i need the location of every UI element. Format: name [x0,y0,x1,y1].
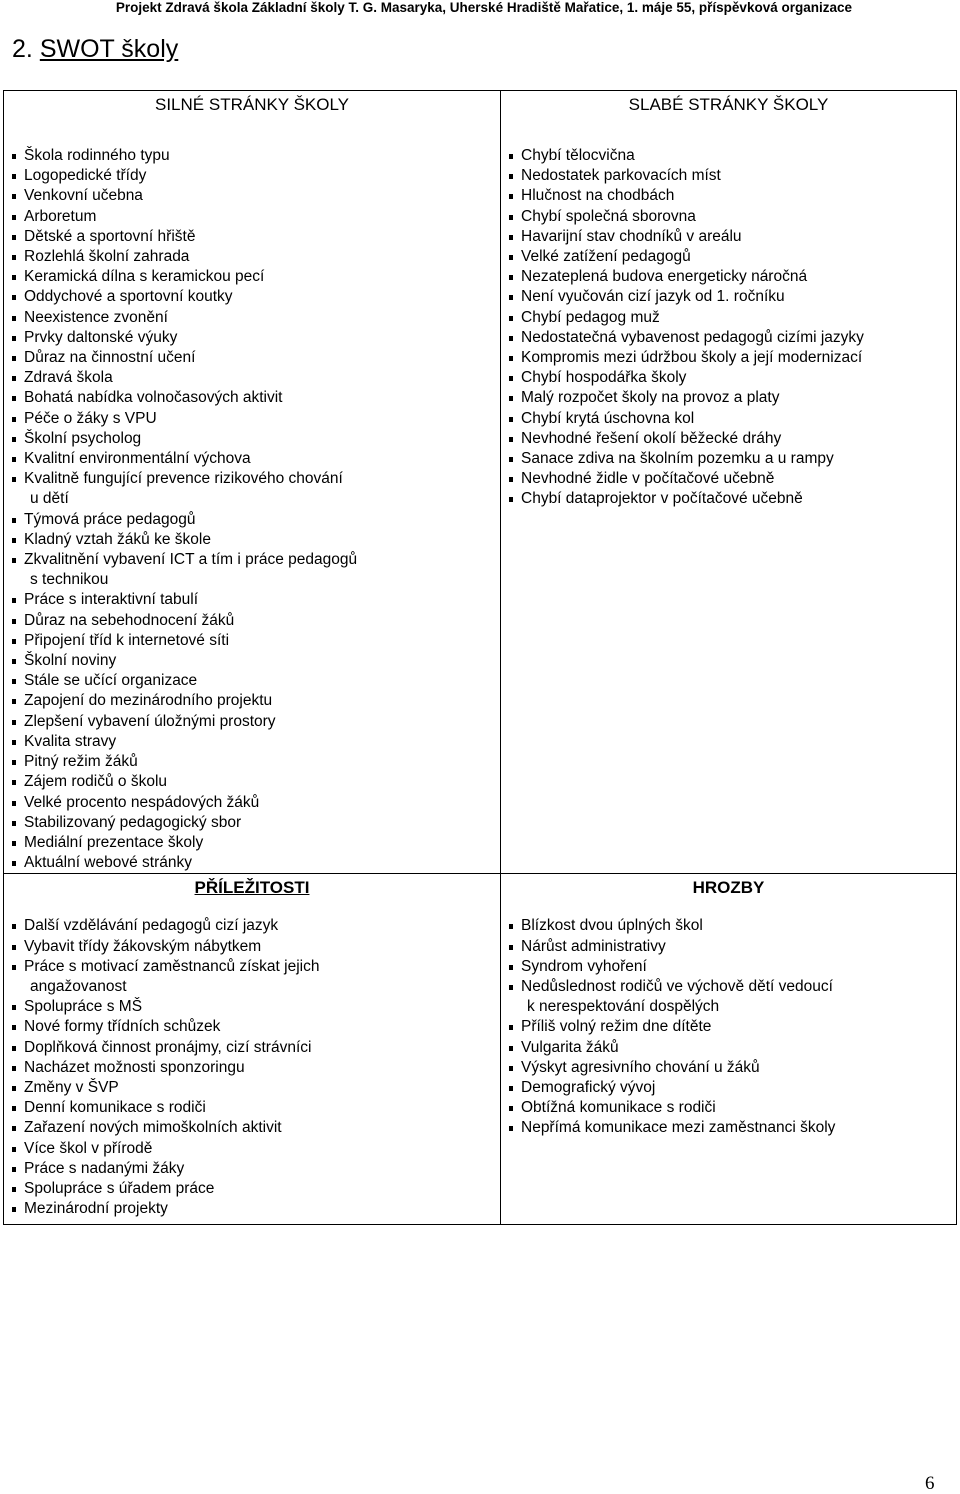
list-item: Prvky daltonské výuky [4,328,500,348]
list-item: Nevhodné židle v počítačové učebně [501,469,956,489]
list-item: Neexistence zvonění [4,308,500,328]
weaknesses-title: SLABÉ STRÁNKY ŠKOLY [628,95,829,114]
list-item: Rozlehlá školní zahrada [4,247,500,267]
list-item: Zkvalitnění vybavení ICT a tím i práce pedagogů [4,550,500,570]
list-item: Nárůst administrativy [501,937,956,957]
list-item-continuation: u dětí [30,490,69,508]
section-title [12,34,178,64]
list-item: Práce s interaktivní tabulí [4,590,500,610]
list-item-continuation: k nerespektování dospělých [527,998,720,1016]
list-item: Arboretum [4,207,500,227]
list-item: Venkovní učebna [4,186,500,206]
list-item-continuation: angažovanost [30,977,127,995]
list-item: Malý rozpočet školy na provoz a platy [501,388,956,408]
list-item-continuation: s technikou [30,571,109,589]
list-item: Chybí společná sborovna [501,207,956,227]
threats-title: HROZBY [692,878,765,898]
section-title-text: SWOT školy [39,35,179,63]
list-item: Nové formy třídních schůzek [4,1017,500,1037]
list-item: Sanace zdiva na školním pozemku a u rampy [501,449,956,469]
list-item: Chybí tělocvična [501,146,956,166]
list-item: Péče o žáky s VPU [4,409,500,429]
list-item: Hlučnost na chodbách [501,186,956,206]
list-item: Mezinárodní projekty [4,1199,500,1219]
list-item: Nezateplená budova energeticky náročná [501,267,956,287]
weaknesses-cell [501,91,957,874]
list-item: Vulgarita žáků [501,1038,956,1058]
list-item: Kompromis mezi údržbou školy a její modernizací [501,348,956,368]
strengths-cell [4,91,501,874]
strengths-title: SILNÉ STRÁNKY ŠKOLY [155,95,349,114]
list-item: Připojení tříd k internetové síti [4,631,500,651]
list-item: Nedostatek parkovacích míst [501,166,956,186]
list-item: Nacházet možnosti sponzoringu [4,1058,500,1078]
list-item: Výskyt agresivního chování u žáků [501,1058,956,1078]
list-item: Chybí pedagog muž [501,308,956,328]
page-number: 6 [925,1473,935,1494]
list-item: Týmová práce pedagogů [4,510,500,530]
list-item: Kvalita stravy [4,732,500,752]
list-item: Práce s motivací zaměstnanců získat jejich [4,957,500,977]
list-item: Příliš volný režim dne dítěte [501,1017,956,1037]
list-item: Nevhodné řešení okolí běžecké dráhy [501,429,956,449]
list-item: Dětské a sportovní hřiště [4,227,500,247]
list-item: Blízkost dvou úplných škol [501,916,956,936]
opportunities-list [4,916,500,1219]
list-item: Vybavit třídy žákovským nábytkem [4,937,500,957]
list-item: Zapojení do mezinárodního projektu [4,691,500,711]
list-item: Škola rodinného typu [4,146,500,166]
list-item: Kvalitně fungující prevence rizikového chování [4,469,500,489]
list-item: Velké procento nespádových žáků [4,793,500,813]
list-item: Stále se učící organizace [4,671,500,691]
list-item: Havarijní stav chodníků v areálu [501,227,956,247]
list-item: Zařazení nových mimoškolních aktivit [4,1118,500,1138]
list-item: Kladný vztah žáků ke škole [4,530,500,550]
list-item: Logopedické třídy [4,166,500,186]
list-item: Zlepšení vybavení úložnými prostory [4,712,500,732]
swot-table [3,90,957,1225]
list-item: Spolupráce s MŠ [4,997,500,1017]
weaknesses-list [501,146,956,510]
list-item: Zájem rodičů o školu [4,772,500,792]
list-item: Školní psycholog [4,429,500,449]
list-item: Pitný režim žáků [4,752,500,772]
list-item: Demografický vývoj [501,1078,956,1098]
list-item: Stabilizovaný pedagogický sbor [4,813,500,833]
list-item: Oddychové a sportovní koutky [4,287,500,307]
list-item: Aktuální webové stránky [4,853,500,873]
list-item: Obtížná komunikace s rodiči [501,1098,956,1118]
page-header: Projekt Zdravá škola Základní školy T. G. Masaryka, Uherské Hradiště Mařatice, 1. máje 55, příspěvková organizace [115,0,852,15]
opportunities-cell [4,874,501,1225]
list-item: Bohatá nabídka volnočasových aktivit [4,388,500,408]
strengths-list [4,146,500,873]
list-item: Nepřímá komunikace mezi zaměstnanci školy [501,1118,956,1138]
list-item: Mediální prezentace školy [4,833,500,853]
list-item: Spolupráce s úřadem práce [4,1179,500,1199]
list-item: Kvalitní environmentální výchova [4,449,500,469]
list-item: Zdravá škola [4,368,500,388]
list-item: Nedostatečná vybavenost pedagogů cizími jazyky [501,328,956,348]
list-item: Nedůslednost rodičů ve výchově dětí vedoucí [501,977,956,997]
section-number: 2. [12,35,33,63]
list-item: Chybí hospodářka školy [501,368,956,388]
list-item: Denní komunikace s rodiči [4,1098,500,1118]
list-item: Chybí krytá úschovna kol [501,409,956,429]
opportunities-title: PŘÍLEŽITOSTI [194,878,310,898]
list-item: Práce s nadanými žáky [4,1159,500,1179]
threats-cell [501,874,957,1225]
list-item: Není vyučován cizí jazyk od 1. ročníku [501,287,956,307]
list-item: Keramická dílna s keramickou pecí [4,267,500,287]
list-item: Změny v ŠVP [4,1078,500,1098]
list-item: Syndrom vyhoření [501,957,956,977]
threats-list [501,916,956,1138]
list-item: Více škol v přírodě [4,1139,500,1159]
list-item: Velké zatížení pedagogů [501,247,956,267]
list-item: Důraz na činnostní učení [4,348,500,368]
list-item: Další vzdělávání pedagogů cizí jazyk [4,916,500,936]
list-item: Školní noviny [4,651,500,671]
list-item: Doplňková činnost pronájmy, cizí strávníci [4,1038,500,1058]
list-item: Důraz na sebehodnocení žáků [4,611,500,631]
list-item: Chybí dataprojektor v počítačové učebně [501,489,956,509]
